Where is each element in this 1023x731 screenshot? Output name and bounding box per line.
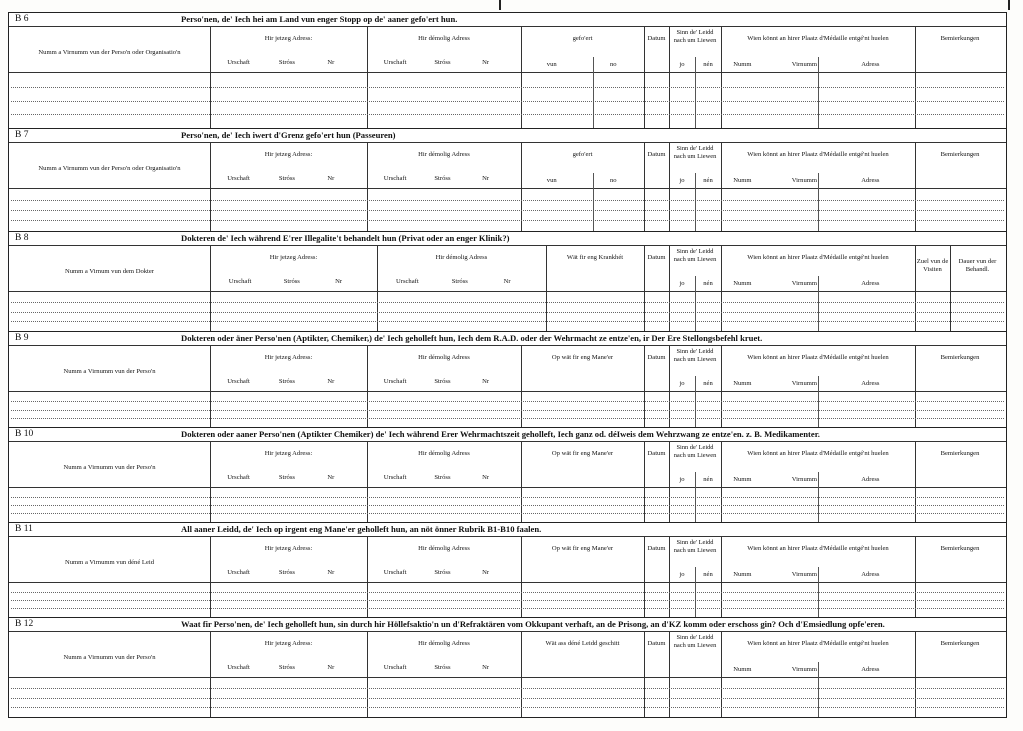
medal-header: Wien könnt an hirer Plaatz d'Médaille entgé'nt huelen xyxy=(747,545,889,552)
medal-address-label: Adress xyxy=(861,61,880,68)
alive-yes-label: jo xyxy=(679,177,685,184)
number-label: Nr xyxy=(327,378,335,385)
what-header: Op wät fir eng Mane'er xyxy=(551,545,614,552)
entry-line[interactable] xyxy=(11,608,1004,609)
what-header: Op wät fir eng Mane'er xyxy=(551,354,614,361)
place-label: Urschaft xyxy=(383,175,407,182)
street-label: Stróss xyxy=(434,175,451,182)
what-header: Op wät fir eng Mane'er xyxy=(551,450,614,457)
alive-yes-label: jo xyxy=(679,380,685,387)
entry-line[interactable] xyxy=(11,505,1004,506)
page-crop-mark xyxy=(1008,0,1010,10)
medal-divider xyxy=(818,662,819,717)
section-b7 xyxy=(8,128,1007,232)
alive-header: Sinn de' Leidd nach um Liewen xyxy=(673,145,717,160)
section-header xyxy=(9,523,1006,537)
entry-line[interactable] xyxy=(11,210,1004,211)
entry-line[interactable] xyxy=(11,114,1004,115)
current-address-header: Hir jetzeg Adress: xyxy=(269,254,318,261)
alive-header: Sinn de' Leidd nach um Liewen xyxy=(673,444,717,459)
date-header: Datum xyxy=(647,450,666,457)
number-label: Nr xyxy=(327,59,335,66)
medal-first-label: Virnumm xyxy=(791,280,818,287)
medal-name-label: Numm xyxy=(733,280,752,287)
street-label: Stróss xyxy=(278,569,295,576)
name-header: Numm a Virnumm vun der Perso'n xyxy=(63,464,156,471)
place-label: Urschaft xyxy=(383,664,407,671)
number-label: Nr xyxy=(327,175,335,182)
column-divider xyxy=(669,245,670,331)
section-title: Dokteren oder äner Perso'nen (Aptikter, Chemiker,) de' Iech geholleft hun, Iech dem R.A.D. oder der Wehrmacht ze entze'en, ir Der Ere Stellongsbefehl kruet. xyxy=(181,333,763,343)
section-title: Perso'nen, de' Iech hei am Land vun enger Stopp op de' aaner gefo'ert hun. xyxy=(181,14,458,24)
duration-header: Dauer vun der Behandl. xyxy=(958,258,997,273)
section-id: B 8 xyxy=(15,233,29,243)
section-header xyxy=(9,232,1006,246)
medal-first-label: Virnumm xyxy=(791,571,818,578)
medal-header: Wien könnt an hirer Plaatz d'Médaille entgé'nt huelen xyxy=(747,35,889,42)
medal-address-label: Adress xyxy=(861,177,880,184)
medal-first-label: Virnumm xyxy=(791,666,818,673)
column-divider xyxy=(521,536,522,617)
remarks-header: Bemierkungen xyxy=(940,354,980,361)
medal-divider xyxy=(818,376,819,427)
entry-line[interactable] xyxy=(11,220,1004,221)
place-label: Urschaft xyxy=(383,59,407,66)
number-label: Nr xyxy=(327,569,335,576)
route-to-label: no xyxy=(609,177,617,184)
number-label: Nr xyxy=(482,59,490,66)
column-divider xyxy=(721,345,722,427)
route-from-label: vun xyxy=(546,61,557,68)
entry-line[interactable] xyxy=(11,410,1004,411)
number-label: Nr xyxy=(327,474,335,481)
section-b11 xyxy=(8,522,1007,618)
alive-no-label: nén xyxy=(703,280,713,287)
remarks-header: Bemierkungen xyxy=(940,450,980,457)
number-label: Nr xyxy=(482,664,490,671)
entry-line[interactable] xyxy=(11,497,1004,498)
header-rule xyxy=(9,487,1006,488)
column-divider xyxy=(721,245,722,331)
alive-divider xyxy=(695,57,696,128)
entry-line[interactable] xyxy=(11,513,1004,514)
remarks-header: Bemierkungen xyxy=(940,151,980,158)
number-label: Nr xyxy=(335,278,343,285)
place-label: Urschaft xyxy=(228,278,252,285)
header-rule xyxy=(9,72,1006,73)
route-from-label: vun xyxy=(546,177,557,184)
section-b12 xyxy=(8,617,1007,718)
date-header: Datum xyxy=(647,640,666,647)
alive-header: Sinn de' Leidd nach um Liewen xyxy=(673,348,717,363)
remarks-header: Bemierkungen xyxy=(940,35,980,42)
place-label: Urschaft xyxy=(227,569,250,576)
alive-yes-label: jo xyxy=(679,571,685,578)
entry-line[interactable] xyxy=(11,418,1004,419)
street-label: Stróss xyxy=(278,474,295,481)
place-label: Urschaft xyxy=(227,474,250,481)
street-label: Stróss xyxy=(434,378,451,385)
column-divider xyxy=(950,245,951,331)
medal-first-label: Virnumm xyxy=(791,177,818,184)
place-label: Urschaft xyxy=(227,378,250,385)
medal-divider xyxy=(818,472,819,522)
what-header: Wät ass déné Leidd geschitt xyxy=(545,640,620,647)
alive-yes-label: jo xyxy=(679,476,685,483)
number-label: Nr xyxy=(482,569,490,576)
medal-header: Wien könnt an hirer Plaatz d'Médaille entgé'nt huelen xyxy=(747,450,889,457)
medal-header: Wien könnt an hirer Plaatz d'Médaille entgé'nt huelen xyxy=(747,640,889,647)
medal-divider xyxy=(818,276,819,331)
place-label: Urschaft xyxy=(227,175,250,182)
street-label: Stróss xyxy=(283,278,300,285)
name-header: Numm a Virnumm vun der Perso'n oder Organisatio'n xyxy=(38,49,181,56)
street-label: Stróss xyxy=(434,664,451,671)
alive-no-label: nén xyxy=(703,571,713,578)
number-label: Nr xyxy=(482,378,490,385)
section-id: B 10 xyxy=(15,429,34,439)
section-header xyxy=(9,332,1006,346)
section-id: B 6 xyxy=(15,14,29,24)
alive-yes-label: jo xyxy=(679,280,685,287)
medal-header: Wien könnt an hirer Plaatz d'Médaille entgé'nt huelen xyxy=(747,151,889,158)
medal-name-label: Numm xyxy=(733,476,752,483)
section-b10 xyxy=(8,427,1007,523)
medal-divider xyxy=(818,567,819,617)
entry-line[interactable] xyxy=(11,87,1004,88)
visits-header: Zuel vun de Visiten xyxy=(916,258,949,273)
column-divider xyxy=(721,26,722,128)
current-address-header: Hir jetzeg Adress: xyxy=(264,640,313,647)
column-divider xyxy=(669,142,670,231)
medal-address-label: Adress xyxy=(861,476,880,483)
column-divider xyxy=(669,631,670,717)
header-rule xyxy=(9,677,1006,678)
medal-name-label: Numm xyxy=(733,61,752,68)
column-divider xyxy=(721,631,722,717)
medal-first-label: Virnumm xyxy=(791,476,818,483)
date-header: Datum xyxy=(647,151,666,158)
name-header: Numm a Virnumm vun der Perso'n xyxy=(63,368,156,375)
entry-line[interactable] xyxy=(11,707,1004,708)
former-address-header: Hir démolig Adress xyxy=(418,35,470,42)
section-title: Dokteren de' Iech während E'rer Illegalite't behandelt hun (Privat oder an enger Klinik?) xyxy=(181,233,510,243)
number-label: Nr xyxy=(503,278,511,285)
alive-divider xyxy=(695,173,696,231)
entry-line[interactable] xyxy=(11,600,1004,601)
former-address-header: Hir démolig Adress xyxy=(418,354,470,361)
former-address-header: Hir démolig Adress xyxy=(418,151,470,158)
medal-first-label: Virnumm xyxy=(791,380,818,387)
entry-line[interactable] xyxy=(11,688,1004,689)
column-divider xyxy=(721,142,722,231)
medal-divider xyxy=(818,57,819,128)
current-address-header: Hir jetzeg Adress: xyxy=(264,450,313,457)
column-divider xyxy=(721,536,722,617)
former-address-header: Hir démolig Adress xyxy=(418,450,470,457)
street-label: Stróss xyxy=(434,474,451,481)
remarks-header: Bemierkungen xyxy=(940,545,980,552)
section-id: B 9 xyxy=(15,333,29,343)
alive-divider xyxy=(695,276,696,331)
entry-line[interactable] xyxy=(11,698,1004,699)
name-header: Numm a Virnum vun dem Dokter xyxy=(64,268,155,275)
entry-line[interactable] xyxy=(11,312,1004,313)
current-address-header: Hir jetzeg Adress: xyxy=(264,35,313,42)
alive-yes-label: jo xyxy=(679,61,685,68)
medal-name-label: Numm xyxy=(733,380,752,387)
section-header xyxy=(9,13,1006,27)
medal-first-label: Virnumm xyxy=(791,61,818,68)
date-header: Datum xyxy=(647,254,666,261)
name-header: Numm a Virnumm vun der Perso'n oder Organisatio'n xyxy=(38,165,181,172)
column-divider xyxy=(546,245,547,331)
medal-name-label: Numm xyxy=(733,177,752,184)
place-label: Urschaft xyxy=(383,378,407,385)
route-header: gefo'ert xyxy=(572,35,593,42)
page-crop-mark xyxy=(499,0,501,10)
entry-line[interactable] xyxy=(11,302,1004,303)
date-header: Datum xyxy=(647,545,666,552)
street-label: Stróss xyxy=(278,664,295,671)
medal-address-label: Adress xyxy=(861,571,880,578)
section-b9 xyxy=(8,331,1007,428)
column-divider xyxy=(721,441,722,522)
section-id: B 7 xyxy=(15,130,29,140)
alive-header: Sinn de' Leidd nach um Liewen xyxy=(673,29,717,44)
what-header: Wät fir eng Krankhét xyxy=(566,254,624,261)
street-label: Stróss xyxy=(278,59,295,66)
entry-line[interactable] xyxy=(11,321,1004,322)
section-header xyxy=(9,129,1006,143)
section-title: Perso'nen, de' Iech iwert d'Grenz gefo'ert hun (Passeuren) xyxy=(181,130,396,140)
section-b8 xyxy=(8,231,1007,332)
header-rule xyxy=(9,188,1006,189)
street-label: Stróss xyxy=(278,378,295,385)
section-id: B 11 xyxy=(15,524,33,534)
place-label: Urschaft xyxy=(395,278,419,285)
medal-address-label: Adress xyxy=(861,666,880,673)
former-address-header: Hir démolig Adress xyxy=(435,254,488,261)
name-header: Numm a Virnumm vun der Perso'n xyxy=(63,654,156,661)
entry-line[interactable] xyxy=(11,101,1004,102)
medal-divider xyxy=(818,173,819,231)
alive-no-label: nén xyxy=(703,380,713,387)
medal-name-label: Numm xyxy=(733,571,752,578)
section-title: All aaner Leidd, de' Iech op irgent eng Mane'er geholleft hun, an nöt önner Rubrik B1-B10 faalen. xyxy=(181,524,542,534)
date-header: Datum xyxy=(647,354,666,361)
remarks-header: Bemierkungen xyxy=(940,640,980,647)
section-header xyxy=(9,428,1006,442)
entry-line[interactable] xyxy=(11,401,1004,402)
section-title: Waat fir Perso'nen, de' Iech geholleft hun, sin durch hir Höllefsaktio'n un d'Refraktären vom Okkupant verhaft, an de Prisong, an d'KZ komm oder erschoss gin? Och d'Emsiedlung opfe'eren. xyxy=(181,619,885,629)
medal-header: Wien könnt an hirer Plaatz d'Médaille entgé'nt huelen xyxy=(747,354,889,361)
street-label: Stróss xyxy=(434,569,451,576)
street-label: Stróss xyxy=(278,175,295,182)
route-to-label: no xyxy=(609,61,617,68)
section-id: B 12 xyxy=(15,619,34,629)
number-label: Nr xyxy=(482,474,490,481)
medal-address-label: Adress xyxy=(861,280,880,287)
medal-address-label: Adress xyxy=(861,380,880,387)
place-label: Urschaft xyxy=(227,59,250,66)
number-label: Nr xyxy=(482,175,490,182)
entry-line[interactable] xyxy=(11,200,1004,201)
section-header xyxy=(9,618,1006,632)
medal-name-label: Numm xyxy=(733,666,752,673)
column-divider xyxy=(521,345,522,427)
entry-line[interactable] xyxy=(11,592,1004,593)
alive-no-label: nén xyxy=(703,61,713,68)
route-divider xyxy=(593,173,594,231)
header-rule xyxy=(9,391,1006,392)
number-label: Nr xyxy=(327,664,335,671)
column-divider xyxy=(669,26,670,128)
current-address-header: Hir jetzeg Adress: xyxy=(264,151,313,158)
medal-header: Wien könnt an hirer Plaatz d'Médaille entgé'nt huelen xyxy=(747,254,889,261)
header-rule xyxy=(9,291,1006,292)
alive-divider xyxy=(695,472,696,522)
alive-divider xyxy=(695,567,696,617)
former-address-header: Hir démolig Adress xyxy=(418,545,470,552)
route-header: gefo'ert xyxy=(572,151,593,158)
alive-header: Sinn de' Leidd nach um Liewen xyxy=(673,248,717,263)
section-title: Dokteren oder aaner Perso'nen (Aptikter Chemiker) de' Iech während Erer Wehrmachtszeit geholleft, Iech ganz od. déIweis dem Wehrzwang ze entze'en. z. B. Medikamenter. xyxy=(181,429,820,439)
name-header: Numm a Virnumm vun déné Leid xyxy=(64,559,155,566)
route-divider xyxy=(593,57,594,128)
section-b6 xyxy=(8,12,1007,129)
alive-no-label: nén xyxy=(703,177,713,184)
header-rule xyxy=(9,582,1006,583)
alive-divider xyxy=(695,376,696,427)
column-divider xyxy=(521,631,522,717)
alive-header: Sinn de' Leidd nach um Liewen xyxy=(673,539,717,554)
place-label: Urschaft xyxy=(383,474,407,481)
street-label: Stróss xyxy=(451,278,468,285)
date-header: Datum xyxy=(647,35,666,42)
current-address-header: Hir jetzeg Adress: xyxy=(264,545,313,552)
column-divider xyxy=(521,441,522,522)
place-label: Urschaft xyxy=(383,569,407,576)
alive-header: Sinn de' Leidd nach um Liewen xyxy=(673,634,717,649)
former-address-header: Hir démolig Adress xyxy=(418,640,470,647)
place-label: Urschaft xyxy=(227,664,250,671)
current-address-header: Hir jetzeg Adress: xyxy=(264,354,313,361)
street-label: Stróss xyxy=(434,59,451,66)
alive-no-label: nén xyxy=(703,476,713,483)
